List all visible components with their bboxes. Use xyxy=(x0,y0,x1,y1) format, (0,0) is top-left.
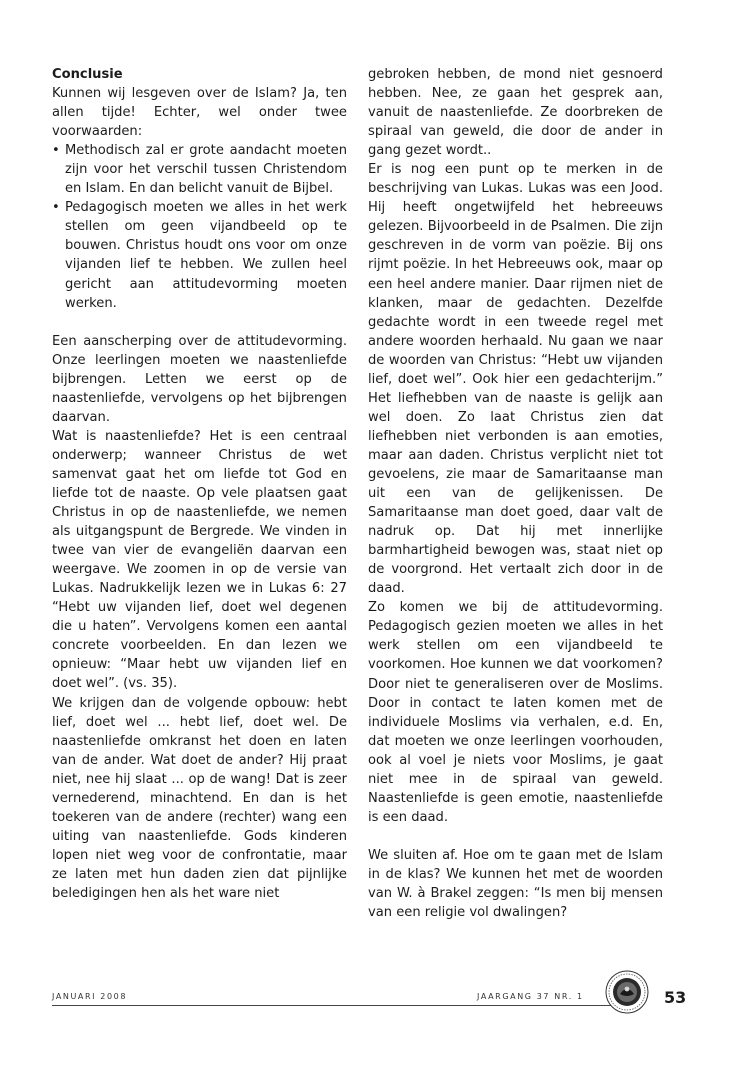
paragraph: We krijgen dan de volgende opbouw: hebt lief, doet wel ... hebt lief, doet wel. De naastenliefde omkranst het doen en laten van de ander. Wat doet de ander? Hij praat niet, nee hij slaat ... op de wang! Dat is zeer vernederend, minachtend. En dan is het toekeren van de andere (rechter) wang een uiting van naastenliefde. Gods kinderen lopen niet weg voor de confrontatie, maar ze laten met hun daden zien dat pijnlijke beledigingen hen als het ware niet xyxy=(52,695,347,901)
circular-seal-icon xyxy=(605,970,649,1014)
page-number: 53 xyxy=(664,988,687,1007)
paragraph: Wat is naastenliefde? Het is een centraal onderwerp; wanneer Christus de wet samenvat gaat het om liefde tot God en liefde tot de naaste. Op vele plaatsen gaat Christus in op de naastenliefde, we nemen als uitgangspunt de Bergrede. We vinden in twee van vier de evangeliën daarvan een weergave. We zoomen in op de versie van Lukas. Nadrukkelijk lezen we in Lukas 6: 27 “Hebt uw vijanden lief, doet wel degenen die u haten”. Vervolgens komen een aantal concrete voorbeelden. En dan lezen we opnieuw: “Maar hebt uw vijanden lief en doet wel”. (vs. 35). xyxy=(52,428,347,692)
footer-rule xyxy=(52,1005,612,1006)
footer-issue: JAARGANG 37 NR. 1 xyxy=(477,992,584,1001)
paragraph-gap xyxy=(368,827,663,846)
bullet-item: • Methodisch zal er grote aandacht moeten zijn voor het verschil tussen Christendom en Islam. En dan belicht vanuit de Bijbel. xyxy=(52,141,347,198)
paragraph: Zo komen we bij de attitudevorming. Pedagogisch gezien moeten we alles in het werk stellen om een vijandbeeld te voorkomen. Hoe kunnen we dat voorkomen? Door niet te generaliseren over de Moslims. Door in contact te laten komen met de individuele Moslims via verhalen, e.d. En, dat moeten we onze leerlingen voorhouden, ook al voel je niets voor Moslims, je gaat niet mee in de spiraal van geweld. Naastenliefde is geen emotie, naastenliefde is een daad. xyxy=(368,600,663,825)
paragraph: Kunnen wij lesgeven over de Islam? Ja, ten allen tijde! Echter, wel onder twee voorwaarden: xyxy=(52,86,347,140)
paragraph: Een aanscherping over de attitudevorming. Onze leerlingen moeten we naastenliefde bijbrengen. Letten we eerst op de naastenliefde, vervolgens op het bijbrengen daarvan. xyxy=(52,333,347,425)
section-heading: Conclusie xyxy=(52,67,123,82)
bullet-item: • Pedagogisch moeten we alles in het werk stellen om geen vijandbeeld op te bouwen. Christus houdt ons voor om onze vijanden lief te hebben. We zullen heel gericht aan attitudevorming moeten werken. xyxy=(52,198,347,312)
bullet-list xyxy=(52,141,347,312)
right-column xyxy=(368,65,663,922)
footer-date: JANUARI 2008 xyxy=(52,992,128,1001)
left-column xyxy=(52,65,347,903)
paragraph: Er is nog een punt op te merken in de beschrijving van Lukas. Lukas was een Jood. Hij heeft ongetwijfeld het hebreeuws gelezen. Bijvoorbeeld in de Psalmen. Die zijn geschreven in de vorm van poëzie. Bij ons rijmt poëzie. In het Hebreeuws ook, maar op een heel andere manier. Daar rijmen niet de klanken, maar de gedachten. Dezelfde gedachte wordt in een tweede regel met andere woorden herhaald. Nu gaan we naar de woorden van Christus: “Hebt uw vijanden lief, doet wel”. Ook hier een gedachterijm.” Het liefhebben van de naaste is gelijk aan wel doen. Zo laat Christus zien dat liefhebben niet verbonden is aan emoties, maar aan daden. Christus verplicht niet tot gevoelens, zie maar de Samaritaanse man uit een van de gelijkenissen. De Samaritaanse man doet goed, daar valt de nadruk op. Dat hij met innerlijke barmhartigheid bewogen was, staat niet op de voorgrond. Het vertaalt zich door in de daad. xyxy=(368,162,663,597)
paragraph-gap xyxy=(52,313,347,332)
paragraph: gebroken hebben, de mond niet gesnoerd hebben. Nee, ze gaan het gesprek aan, vanuit de naastenliefde. Ze doorbreken de spiraal van geweld, die door de ander in gang gezet wordt.. xyxy=(368,67,663,159)
paragraph: We sluiten af. Hoe om te gaan met de Islam in de klas? We kunnen het met de woorden van W. à Brakel zeggen: “Is men bij mensen van een religie vol dwalingen? xyxy=(368,847,663,921)
page-footer xyxy=(52,990,652,1010)
